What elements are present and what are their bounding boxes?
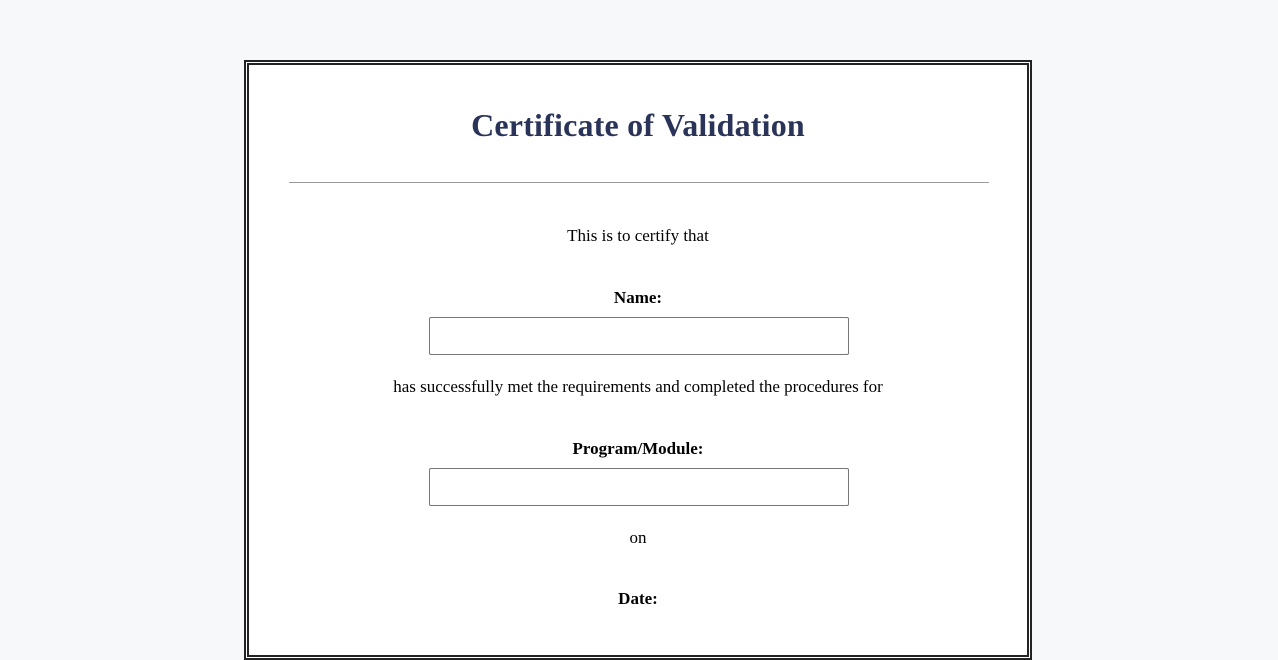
title-divider — [289, 182, 989, 183]
intro-text: This is to certify that — [567, 226, 709, 245]
program-module-input[interactable] — [429, 468, 849, 506]
certificate-card — [244, 60, 1032, 660]
program-module-label: Program/Module: — [572, 439, 704, 458]
name-input[interactable] — [429, 317, 849, 355]
on-text: on — [629, 528, 647, 547]
name-label: Name: — [613, 288, 663, 307]
requirements-text: has successfully met the requirements and completed the procedures for — [393, 377, 883, 396]
date-label: Date: — [618, 589, 658, 608]
certificate-title: Certificate of Validation — [471, 107, 805, 143]
